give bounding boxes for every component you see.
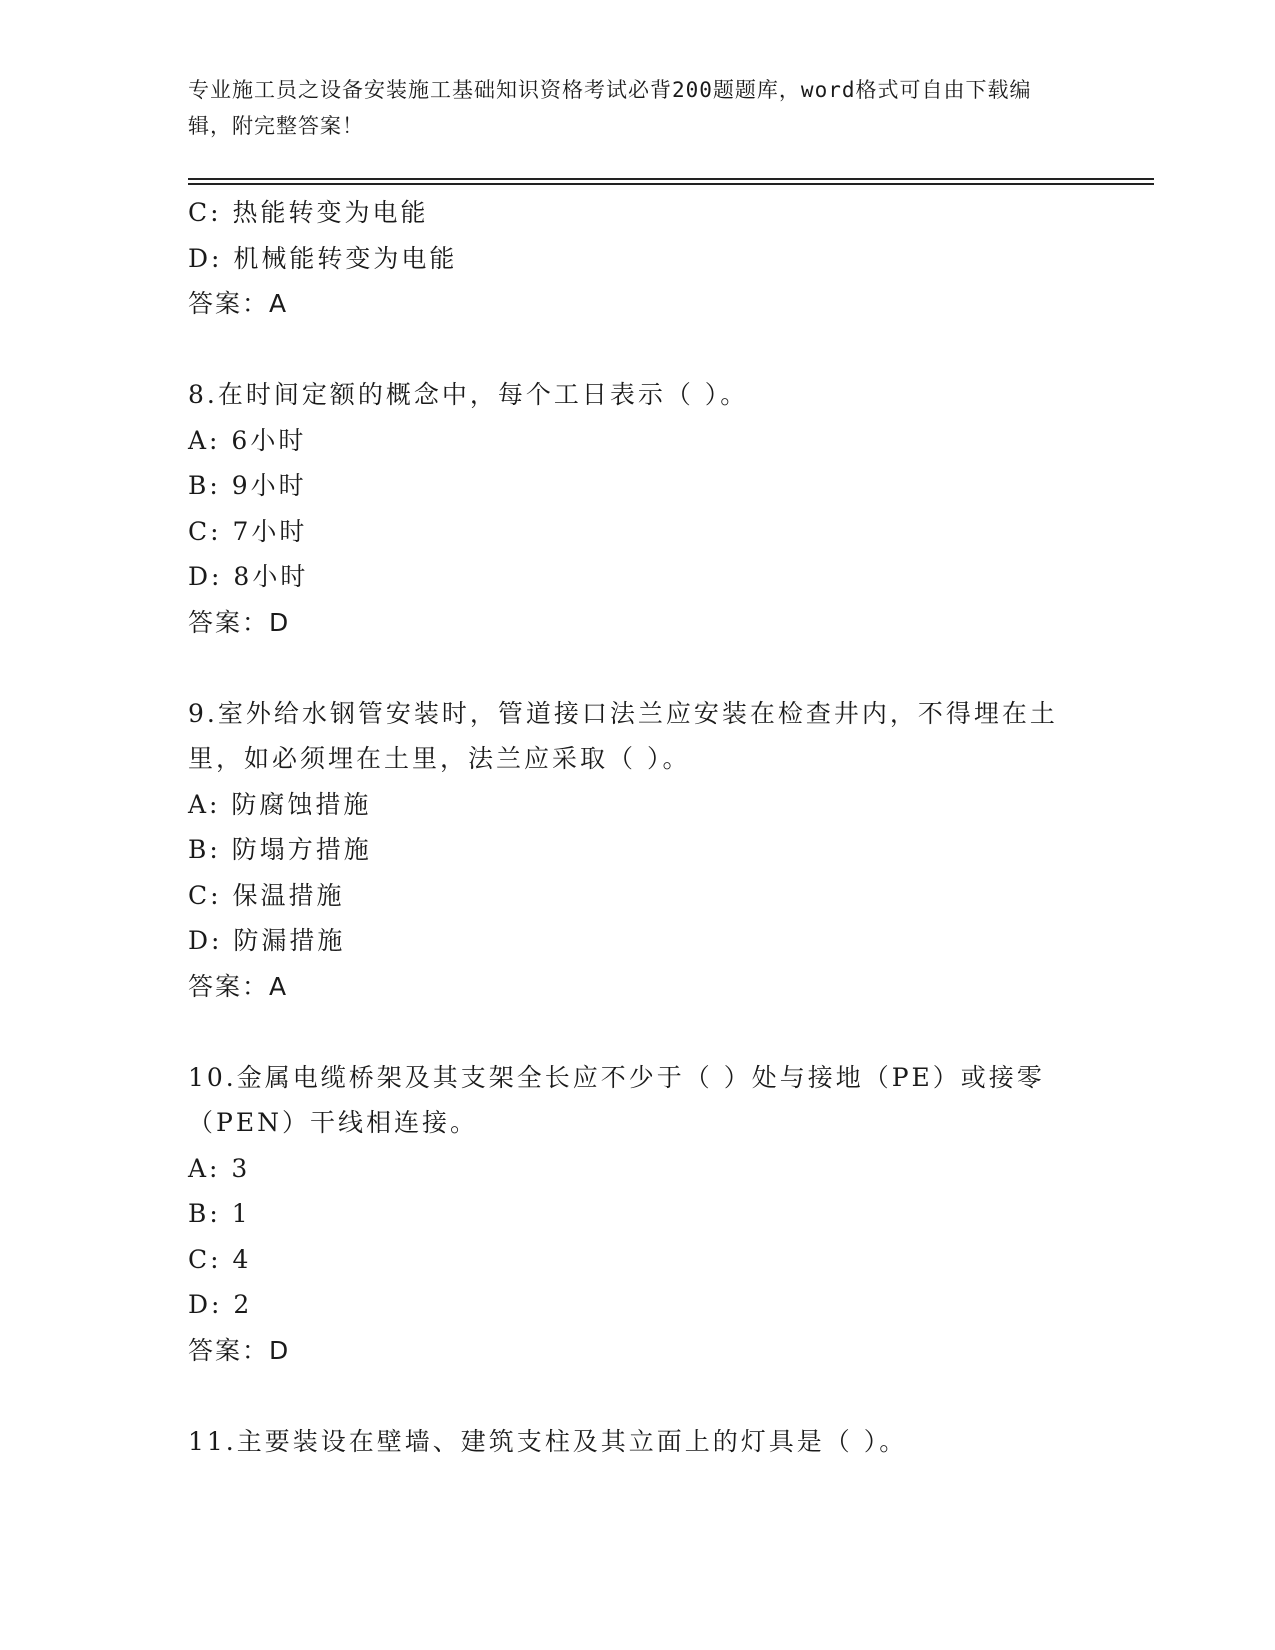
option-c: C: 7小时 bbox=[188, 516, 308, 546]
question-stem: 8.在时间定额的概念中，每个工日表示（ ）。 bbox=[188, 380, 749, 409]
option-d: D: 防漏措施 bbox=[188, 926, 346, 955]
option-d: D: 2 bbox=[188, 1290, 253, 1319]
header-rule-top bbox=[188, 178, 1154, 180]
option-c: C: 4 bbox=[188, 1244, 252, 1274]
question-11 bbox=[188, 1419, 1068, 1465]
option-a: A: 防腐蚀措施 bbox=[188, 789, 372, 819]
option-b: B: 9小时 bbox=[188, 471, 307, 500]
question-9 bbox=[188, 691, 1068, 1010]
option-a: A: 6小时 bbox=[188, 425, 307, 455]
option-d: D: 机械能转变为电能 bbox=[188, 243, 458, 273]
answer: 答案：A bbox=[188, 289, 289, 318]
option-b: B: 防塌方措施 bbox=[188, 835, 372, 864]
option-a: A: 3 bbox=[188, 1153, 251, 1183]
answer: 答案：D bbox=[188, 1335, 291, 1365]
option-c: C: 保温措施 bbox=[188, 880, 345, 910]
option-b: B: 1 bbox=[188, 1199, 251, 1228]
answer: 答案：A bbox=[188, 971, 289, 1001]
header-rule-bottom bbox=[188, 183, 1154, 185]
option-c: C: 热能转变为电能 bbox=[188, 198, 429, 227]
question-stem: 10.金属电缆桥架及其支架全长应不少于（ ）处与接地（PE）或接零（PEN）干线相连接。 bbox=[188, 1062, 1045, 1137]
question-10 bbox=[188, 1055, 1068, 1374]
option-d: D: 8小时 bbox=[188, 562, 309, 591]
question-8 bbox=[188, 372, 1068, 645]
question-stem: 11.主要装设在壁墙、建筑支柱及其立面上的灯具是（ ）。 bbox=[188, 1426, 908, 1456]
question-7-tail bbox=[188, 190, 1068, 327]
document-header: 专业施工员之设备安装施工基础知识资格考试必背200题题库，word格式可自由下载编辑，附完整答案！ bbox=[188, 78, 1032, 138]
question-stem: 9.室外给水钢管安装时，管道接口法兰应安装在检查井内，不得埋在土里，如必须埋在土里，法兰应采取（ ）。 bbox=[188, 698, 1058, 773]
answer: 答案：D bbox=[188, 607, 291, 637]
question-list bbox=[188, 190, 1068, 1464]
